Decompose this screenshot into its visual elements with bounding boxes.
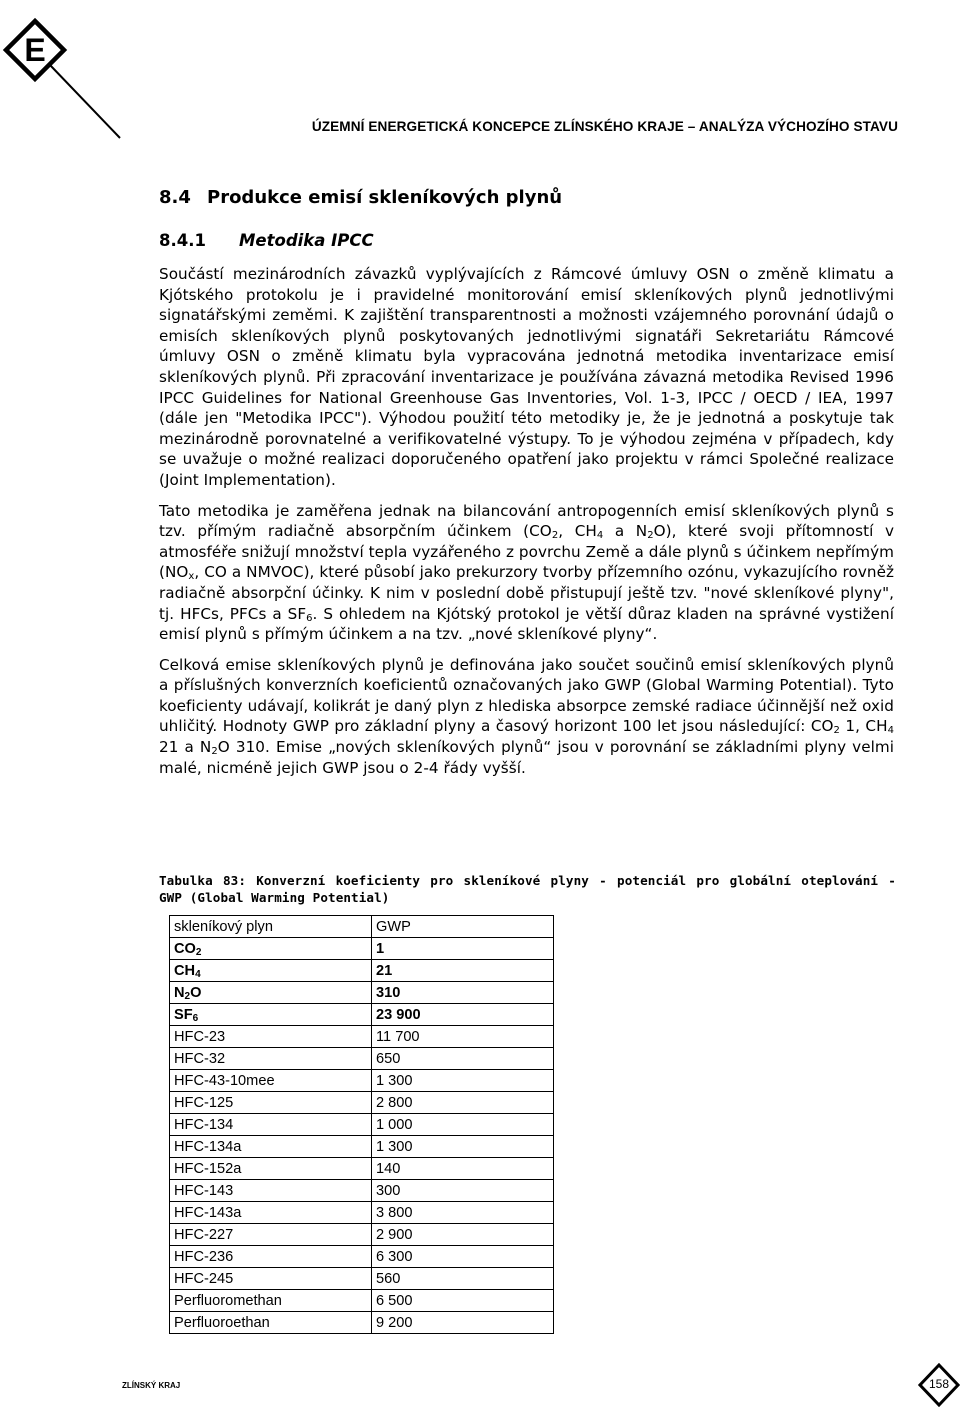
document-header-title: ÚZEMNÍ ENERGETICKÁ KONCEPCE ZLÍNSKÉHO KRAJE – ANALÝZA VÝCHOZÍHO STAVU [311,119,898,134]
table-row [170,1048,554,1070]
gwp-cell: 21 [372,960,554,982]
gas-name: SF [174,1006,193,1023]
footer-region: ZLÍNSKÝ KRAJ [122,1381,181,1390]
table-row [170,1224,554,1246]
section-number: 8.4 [159,187,191,208]
page-number-badge [918,1363,960,1407]
body-text [159,264,894,788]
gwp-cell: 310 [372,982,554,1004]
text-run: a N [603,522,648,541]
gwp-cell: 3 800 [372,1202,554,1224]
gwp-cell: 1 300 [372,1070,554,1092]
subscript: x [188,571,195,583]
gas-cell: HFC-134 [170,1114,372,1136]
table-row [170,938,554,960]
gwp-cell: 2 800 [372,1092,554,1114]
subscript: 2 [551,530,559,542]
table-row [170,1312,554,1334]
table-row [170,1070,554,1092]
gwp-cell: 2 900 [372,1224,554,1246]
gas-name: N [174,984,185,1001]
table-row [170,1268,554,1290]
subsection-heading [159,231,374,250]
gas-name: CH [174,962,196,979]
subscript: 2 [195,946,202,958]
text-run: O 310. Emise „nových skleníkových plynů“ jsou v porovnání se základními plyny velmi malé, nicméně jejich GWP jsou o 2-4 řády vyšší. [159,738,894,777]
section-title: Produkce emisí skleníkových plynů [207,187,563,208]
gwp-cell: 23 900 [372,1004,554,1026]
table-row [170,1202,554,1224]
gas-cell: HFC-227 [170,1224,372,1246]
subscript: 2 [184,990,191,1002]
paragraph-1: Součástí mezinárodních závazků vyplývajících z Rámcové úmluvy OSN o změně klimatu a Kjótského protokolu je i pravidelné monitorování emisí skleníkových plynů jednotlivými signatářskými zeměmi. K zajištění transparentnosti a možnosti vzájemného porovnání údajů o emisích skleníkových plynů poskytovaných jednotlivými signatáři Sekretariátu Rámcové úmluvy OSN o změně klimatu byla vypracována jednotná metodika inventarizace emisí skleníkových plynů. Při zpracování inventarizace je používána závazná metodika Revised 1996 IPCC Guidelines for National Greenhouse Gas Inventories, Vol. 1-3, IPCC / OECD / IEA, 1997 (dále jen "Metodika IPCC"). Výhodou použití této metodiky je, že je jednotná a poskytuje tak mezinárodně porovnatelné a verifikovatelné výstupy. To je výhodou zejména v případech, kdy se uvažuje o možné realizaci doporučeného opatření jako projektu v rámci Společné realizace (Joint Implementation). [159,265,894,489]
table-caption: Tabulka 83: Konverzní koeficienty pro skleníkové plyny - potenciál pro globální oteplování - GWP (Global Warming Potential) [159,873,896,905]
table-row [170,1026,554,1048]
subscript: 4 [195,968,201,980]
subscript: 4 [596,530,604,542]
gwp-cell: 1 300 [372,1136,554,1158]
table-row [170,960,554,982]
page-number: 158 [928,1377,950,1391]
gas-cell: HFC-125 [170,1092,372,1114]
table-row [170,1114,554,1136]
subscript: 2 [647,530,654,542]
gas-cell: HFC-32 [170,1048,372,1070]
gas-cell [170,938,372,960]
gas-cell: HFC-43-10mee [170,1070,372,1092]
gas-name: CO [174,940,196,957]
table-header-gas: skleníkový plyn [170,916,372,938]
subscript: 6 [306,612,313,624]
text-run: Tato metodika je zaměřena jednak na bilancování antropogenních emisí skleníkových plynů s tzv. přímým radiačně absorpčním účinkem (CO [159,501,894,541]
section-heading [159,187,562,208]
subscript: 4 [887,725,894,737]
table-row [170,1136,554,1158]
gas-cell: HFC-143a [170,1202,372,1224]
table-row [170,1290,554,1312]
paragraph-3 [159,655,894,779]
table-row [170,982,554,1004]
gwp-cell: 140 [372,1158,554,1180]
table-row [170,1246,554,1268]
table-row [170,1004,554,1026]
gwp-cell: 300 [372,1180,554,1202]
table-row [170,1158,554,1180]
gas-cell: Perfluoroethan [170,1312,372,1334]
table-header-gwp: GWP [372,916,554,938]
gas-cell: HFC-23 [170,1026,372,1048]
gwp-cell: 1 [372,938,554,960]
text-run: Celková emise skleníkových plynů je definována jako součet součinů emisí skleníkových plynů a příslušných konverzních koeficientů označovaných jako GWP (Global Warming Potential). Tyto koeficienty udávají, kolikrát je daný plyn z hlediska absorpce zemské radiace účinnější než oxid uhličitý. Hodnoty GWP pro základní plyny a časový horizont 100 let jsou následující: CO [159,655,894,736]
gas-cell: HFC-143 [170,1180,372,1202]
gas-cell [170,982,372,1004]
subscript: 2 [211,746,218,758]
gwp-table [169,915,554,1334]
gas-cell [170,1004,372,1026]
subscript: 6 [192,1012,199,1024]
text-run: , CH [558,522,597,541]
paragraph-2 [159,501,894,645]
subsection-number: 8.4.1 [159,231,206,250]
gwp-cell: 1 000 [372,1114,554,1136]
gwp-cell: 6 300 [372,1246,554,1268]
table-row [170,1092,554,1114]
e-diamond-logo-icon [2,8,122,140]
gas-cell: HFC-245 [170,1268,372,1290]
text-run: 1, CH [839,717,888,736]
subsection-title: Metodika IPCC [239,231,374,250]
text-run: O), které svoji přítomností v atmosféře snižují množství tepla vyzářeného z povrchu Země a dále plynů s účinkem nepřímým (NO [159,522,895,582]
text-run: . S ohledem na Kjótský protokol je větší důraz kladen na správné vystižení emisí plynů s přímým účinkem a na tzv. „nové skleníkové plyny“. [159,604,894,644]
gwp-cell: 11 700 [372,1026,554,1048]
gas-cell: Perfluoromethan [170,1290,372,1312]
gas-cell: HFC-236 [170,1246,372,1268]
text-run: , CO a NMVOC), které působí jako prekurzory tvorby přízemního ozónu, vykazujícího rovněž radiačně absorpční účinky. K nim v poslední době přistupují ještě tzv. "nové skleníkové plyny", tj. HFCs, PFCs a SF [159,563,894,623]
gas-cell [170,960,372,982]
gas-name-suffix: O [190,984,202,1001]
text-run: 21 a N [159,738,212,757]
gas-cell: HFC-134a [170,1136,372,1158]
gwp-cell: 9 200 [372,1312,554,1334]
gwp-cell: 6 500 [372,1290,554,1312]
logo-letter: E [24,32,46,68]
gas-cell: HFC-152a [170,1158,372,1180]
table-row [170,1180,554,1202]
gwp-cell: 650 [372,1048,554,1070]
subscript: 2 [833,725,840,737]
gwp-cell: 560 [372,1268,554,1290]
table-header-row [170,916,554,938]
